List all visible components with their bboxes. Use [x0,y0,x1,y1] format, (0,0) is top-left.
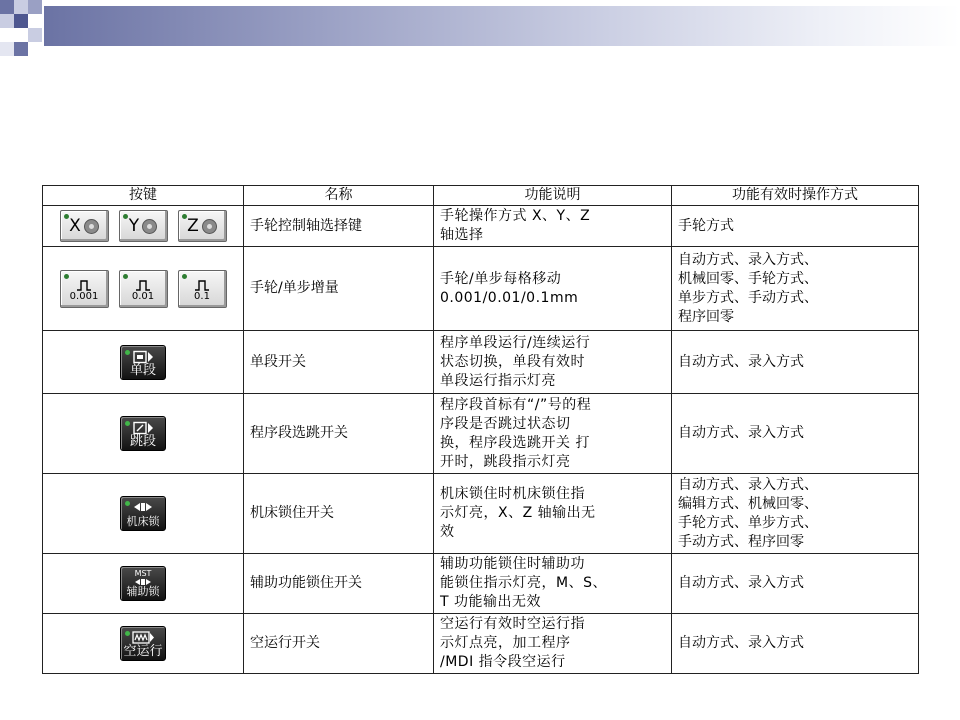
table-header-row [43,186,919,206]
key-function-table [42,185,919,674]
key-cell [43,554,244,614]
increment-0001-button[interactable] [60,270,109,308]
increment-01-button[interactable] [178,270,227,308]
indicator-led [182,214,187,219]
pulse-icon [194,280,210,291]
dry-run-button[interactable] [120,626,166,661]
header-square [0,14,14,28]
mpg-handwheel-icon [142,219,157,234]
axis-key-label: X [69,215,81,236]
description-line: T 功能输出无效 [440,594,542,610]
key-cell [43,247,244,331]
mode-line: 自动方式、录入方式 [678,575,804,591]
description-line: 单段运行指示灯亮 [440,372,556,389]
pulse-icon [76,280,92,291]
description-line: 轴选择 [440,227,484,243]
valid-modes [672,474,919,554]
key-description [434,614,672,674]
header-square [14,42,28,56]
axis-key-label: Z [187,215,199,236]
valid-modes [672,206,919,247]
description-line: 0.001/0.01/0.1mm [440,289,579,306]
key-label: 空运行 [123,644,163,659]
y-axis-select-button[interactable] [119,210,168,242]
key-label: 辅助锁 [126,585,160,598]
valid-modes [672,331,919,394]
x-axis-select-button[interactable] [60,210,109,242]
header-square [28,28,42,42]
mpg-handwheel-icon [84,219,99,234]
key-label: 机床锁 [126,515,160,528]
mode-line: 自动方式、录入方式 [678,635,804,651]
indicator-led [123,274,128,279]
description-line: 效 [440,524,455,540]
table-row [43,394,919,474]
key-name: 程序段选跳开关 [244,394,434,474]
mst-label: MST [134,569,152,578]
mpg-handwheel-icon [202,219,217,234]
mode-line: 自动方式、录入方式 [678,353,804,370]
mode-line: 单步方式、手动方式、 [678,289,818,306]
key-description [434,247,672,331]
table-row [43,474,919,554]
mode-line: 手轮方式、单步方式、 [678,514,818,531]
key-cell [43,474,244,554]
mode-line: 自动方式、录入方式 [678,425,804,441]
key-description [434,474,672,554]
key-description [434,554,672,614]
mode-line: 编辑方式、机械回零、 [678,495,818,512]
table-row [43,247,919,331]
valid-modes [672,554,919,614]
header-gradient-bar [44,6,960,46]
description-line: 示灯亮，X、Z 轴输出无 [440,505,596,521]
header-key: 按键 [43,186,244,206]
description-line: 能锁住指示灯亮，M、S、 [440,575,607,591]
aux-function-lock-button[interactable] [120,566,166,601]
block-skip-icon [132,421,154,435]
indicator-led [123,214,128,219]
block-skip-button[interactable] [120,416,166,451]
key-function-table-wrapper [42,185,919,674]
key-name: 辅助功能锁住开关 [244,554,434,614]
header-valid-modes: 功能有效时操作方式 [672,186,919,206]
description-line: 示灯点亮，加工程序 [440,635,571,651]
mode-line: 手动方式、程序回零 [678,533,804,550]
axis-key-label: Y [128,215,140,236]
header-square [0,42,14,56]
description-line: 换，程序段选跳开关 打 [440,434,590,451]
increment-label: 0.01 [131,290,155,302]
key-cell [43,614,244,674]
description-line: /MDI 指令段空运行 [440,654,566,670]
increment-001-button[interactable] [119,270,168,308]
key-cell [43,394,244,474]
description-line: 状态切换，单段有效时 [440,353,585,370]
header-name: 名称 [244,186,434,206]
single-block-button[interactable] [120,345,166,380]
description-line: 手轮/单步每格移动 [440,270,562,287]
mode-line: 机械回零、手轮方式、 [678,270,818,287]
key-name: 手轮控制轴选择键 [244,206,434,247]
header-square [0,0,14,14]
pulse-icon [135,280,151,291]
table-row [43,554,919,614]
mode-line: 自动方式、录入方式、 [678,251,818,268]
valid-modes [672,394,919,474]
description-line: 序段是否跳过状态切 [440,415,571,432]
machine-lock-icon [132,501,154,513]
single-block-icon [132,350,154,364]
key-description [434,394,672,474]
valid-modes [672,614,919,674]
description-line: 程序段首标有“/”号的程 [440,396,592,413]
indicator-led [64,214,69,219]
description-line: 开时，跳段指示灯亮 [440,453,571,470]
mode-line: 自动方式、录入方式、 [678,476,818,493]
increment-label: 0.1 [194,290,210,302]
key-description [434,331,672,394]
mode-line: 程序回零 [678,308,734,325]
key-label: 跳段 [129,434,156,449]
mode-line: 手轮方式 [678,217,734,234]
header-square [14,14,28,28]
header-square [14,0,28,14]
table-row [43,614,919,674]
table-row [43,331,919,394]
dry-run-icon [131,631,155,644]
description-line: 机床锁住时机床锁住指 [440,486,585,502]
key-cell [43,206,244,247]
z-axis-select-button[interactable] [178,210,227,242]
header-function: 功能说明 [434,186,672,206]
description-line: 辅助功能锁住时辅助功 [440,556,585,572]
key-name: 机床锁住开关 [244,474,434,554]
description-line: 手轮操作方式 X、Y、Z [440,208,591,224]
indicator-led [64,274,69,279]
key-description [434,206,672,247]
key-label: 单段 [129,362,156,378]
description-line: 空运行有效时空运行指 [440,616,585,632]
key-cell [43,331,244,394]
key-name: 手轮/单步增量 [244,247,434,331]
indicator-led [182,274,187,279]
key-name: 空运行开关 [244,614,434,674]
header-square [28,0,42,14]
key-name: 单段开关 [244,331,434,394]
description-line: 程序单段运行/连续运行 [440,334,591,351]
table-row [43,206,919,247]
machine-lock-button[interactable] [120,496,166,531]
valid-modes [672,247,919,331]
increment-label: 0.001 [69,290,99,302]
